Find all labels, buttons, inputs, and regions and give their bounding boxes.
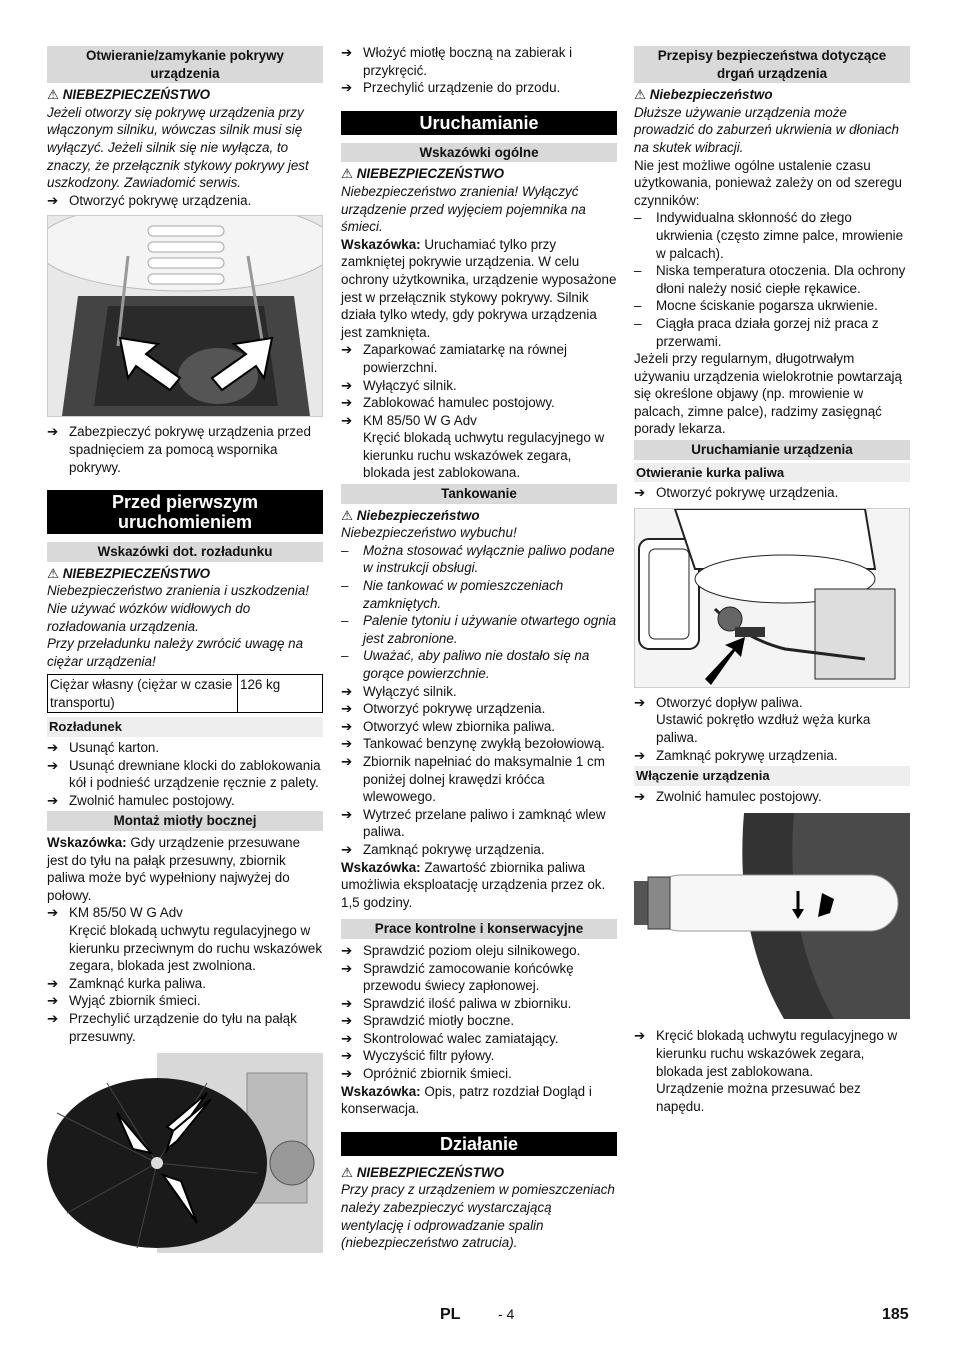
chapter-title-startup: Uruchamianie	[341, 111, 617, 135]
note: Wskazówka: Uruchamiać tylko przy zamkniętej pokrywie urządzenia. W celu ochrony użytkownika, urządzenie wyposażone jest w przełącznik stykowy pokrywy. Silnik działa tylko wtedy, gdy pokrywa urządzenia jest zamknięta.	[341, 236, 617, 340]
weight-value: 126 kg	[238, 675, 323, 713]
section-title-lid: Otwieranie/zamykanie pokrywy urządzenia	[47, 46, 323, 83]
step: ➔ Sprawdzić miotły boczne.	[341, 1012, 617, 1030]
danger-item: – Uważać, aby paliwo nie dostało się na gorące powierzchnie.	[341, 647, 617, 682]
step: ➔ Wyłączyć silnik.	[341, 377, 617, 395]
figure-side-broom	[47, 1053, 323, 1253]
section-title-maintenance: Prace kontrolne i konserwacyjne	[341, 919, 617, 939]
step: ➔ Zaparkować zamiatarkę na równej powierzchni.	[341, 341, 617, 376]
factor-item: – Niska temperatura otoczenia. Dla ochrony dłoni należy nosić ciepłe rękawice.	[634, 262, 910, 297]
step: ➔ Otworzyć pokrywę urządzenia.	[47, 192, 323, 210]
step: ➔ KM 85/50 W G Adv	[341, 412, 617, 430]
danger-label: ⚠ Niebezpieczeństwo	[634, 87, 773, 103]
step: ➔ Kręcić blokadą uchwytu regulacyjnego w kierunku ruchu wskazówek zegara, blokada jest zablokowana.	[634, 1027, 910, 1080]
note: Wskazówka: Gdy urządzenie przesuwane jest do tyłu na pałąk przesuwny, zbiornik paliwa może być wypełniony najwyżej do połowy.	[47, 835, 301, 903]
step: ➔ Zablokować hamulec postojowy.	[341, 394, 617, 412]
danger-text: Dłuższe używanie urządzenia może prowadzić do zaburzeń ukrwienia w dłoniach na skutek wibracji.	[634, 104, 899, 155]
section-title-general-notes: Wskazówki ogólne	[341, 143, 617, 163]
step: ➔ Wytrzeć przelane paliwo i zamknąć wlew paliwa.	[341, 806, 617, 841]
note: Wskazówka: Zawartość zbiornika paliwa umożliwia eksploatację urządzenia przez ok. 1,5 godziny.	[341, 859, 606, 910]
footer-local-page: - 4	[498, 1306, 515, 1322]
step-detail: Kręcić blokadą uchwytu regulacyjnego w kierunku ruchu wskazówek zegara, blokada jest zablokowana.	[363, 430, 605, 481]
step: ➔ Sprawdzić poziom oleju silnikowego.	[341, 942, 617, 960]
step: ➔ Zabezpieczyć pokrywę urządzenia przed spadnięciem za pomocą wspornika pokrywy.	[47, 423, 323, 476]
step: ➔ Wyczyścić filtr pyłowy.	[341, 1047, 617, 1065]
figure-open-lid	[47, 215, 323, 417]
step: ➔ Opróżnić zbiornik śmieci.	[341, 1065, 617, 1083]
danger-text: Przy pracy z urządzeniem w pomieszczeniach należy zabezpieczyć wystarczającą wentylację i odprowadzanie spalin (niebezpieczeństwo zatrucia).	[341, 1182, 615, 1251]
step: ➔ Wyłączyć silnik.	[341, 683, 617, 701]
step-detail: Kręcić blokadą uchwytu regulacyjnego w kierunku przeciwnym do ruchu wskazówek zegara, blokada jest zwolniona.	[69, 923, 323, 974]
step: ➔ Zamknąć pokrywę urządzenia.	[341, 841, 617, 859]
step: ➔ Przechylić urządzenie do tyłu na pałąk przesuwny.	[47, 1010, 323, 1045]
figure-fuel-tap	[634, 508, 910, 688]
paragraph: Nie jest możliwe ogólne ustalenie czasu użytkowania, ponieważ zależy on od szeregu czynników:	[634, 157, 902, 208]
footer-lang: PL	[440, 1306, 461, 1323]
note: Wskazówka: Opis, patrz rozdział Dogląd i konserwacja.	[341, 1083, 592, 1117]
chapter-title-before-first-use: Przed pierwszym uruchomieniem	[47, 490, 323, 534]
step: ➔ Sprawdzić zamocowanie końcówkę przewodu świecy zapłonowej.	[341, 960, 617, 995]
step: ➔ Usunąć karton.	[47, 739, 323, 757]
section-title-vibration: Przepisy bezpieczeństwa dotyczące drgań urządzenia	[634, 46, 910, 83]
step: ➔ Otworzyć dopływ paliwa.	[634, 694, 910, 712]
danger-label: ⚠ NIEBEZPIECZEŃSTWO	[341, 1164, 505, 1180]
danger-text: Niebezpieczeństwo zranienia i uszkodzenia! Nie używać wózków widłowych do rozładowania urządzenia.	[47, 583, 310, 634]
step: ➔ Zamknąć pokrywę urządzenia.	[634, 747, 910, 765]
subsection-title-fuel-tap: Otwieranie kurka paliwa	[634, 463, 910, 483]
column-1	[47, 44, 323, 1253]
weight-label: Ciężar własny (ciężar w czasie transportu)	[48, 675, 238, 713]
column-3	[634, 44, 910, 1115]
factor-item: – Mocne ściskanie pogarsza ukrwienie.	[634, 297, 910, 315]
subsection-title-switch-on: Włączenie urządzenia	[634, 766, 910, 786]
footer-page-number: 185	[882, 1306, 909, 1323]
chapter-title-operation: Działanie	[341, 1132, 617, 1156]
step: ➔ Sprawdzić ilość paliwa w zbiorniku.	[341, 995, 617, 1013]
danger-text: Przy przeładunku należy zwrócić uwagę na ciężar urządzenia!	[47, 636, 304, 669]
step: ➔ Zwolnić hamulec postojowy.	[47, 792, 323, 810]
section-title-side-broom: Montaż miotły bocznej	[47, 811, 323, 831]
figure-handle-lock	[634, 813, 910, 1019]
danger-item: – Nie tankować w pomieszczeniach zamkniętych.	[341, 577, 617, 612]
section-title-start-device: Uruchamianie urządzenia	[634, 440, 910, 460]
step: ➔ Otworzyć wlew zbiornika paliwa.	[341, 718, 617, 736]
danger-text: Niebezpieczeństwo zranienia! Wyłączyć urządzenie przed wyjęciem pojemnika na śmieci.	[341, 183, 586, 235]
step: ➔ Zwolnić hamulec postojowy.	[634, 788, 910, 806]
danger-label: ⚠ NIEBEZPIECZEŃSTWO	[47, 87, 211, 103]
factor-item: – Indywidualna skłonność do złego ukrwienia (często zimne palce, mrowienie w palcach).	[634, 209, 910, 262]
step: ➔ Zamknąć kurka paliwa.	[47, 975, 323, 993]
step: ➔ Otworzyć pokrywę urządzenia.	[341, 700, 617, 718]
danger-text: Jeżeli otworzy się pokrywę urządzenia przy włączonym silniku, wówczas silnik musi się wyłączyć. Jeżeli silnik się nie wyłącza, to znaczy, że przełącznik stykowy pokrywy jest uszkodzony. Zawiadomić serwis.	[47, 104, 309, 191]
step: ➔ Zbiornik napełniać do maksymalnie 1 cm poniżej dolnej krawędzi króćca wlewowego.	[341, 753, 617, 806]
step: ➔ Skontrolować walec zamiatający.	[341, 1030, 617, 1048]
step: ➔ Przechylić urządzenie do przodu.	[341, 79, 617, 97]
step: ➔ Tankować benzynę zwykłą bezołowiową.	[341, 735, 617, 753]
column-2	[341, 44, 617, 1252]
danger-item: – Można stosować wyłącznie paliwo podane w instrukcji obsługi.	[341, 542, 617, 577]
section-title-refuelling: Tankowanie	[341, 484, 617, 504]
step-detail: Urządzenie można przesuwać bez napędu.	[656, 1081, 861, 1114]
paragraph: Jeżeli przy regularnym, długotrwałym używaniu urządzenia wielokrotnie powtarzają się określone objawy (np. mrowienie w palcach, zimne palce), radzimy zasięgnąć porady lekarza.	[634, 351, 902, 437]
section-title-unloading-notes: Wskazówki dot. rozładunku	[47, 542, 323, 562]
subsection-title-unloading: Rozładunek	[47, 717, 323, 737]
danger-text: Niebezpieczeństwo wybuchu!	[341, 525, 517, 541]
danger-label: ⚠ Niebezpieczeństwo	[341, 507, 480, 523]
step: ➔ Usunąć drewniane klocki do zablokowania kół i podnieść urządzenie ręcznie z palety.	[47, 757, 323, 792]
danger-label: ⚠ NIEBEZPIECZEŃSTWO	[341, 166, 505, 182]
weight-table	[47, 674, 323, 713]
step: ➔ Otworzyć pokrywę urządzenia.	[634, 484, 910, 502]
step: ➔ Włożyć miotłę boczną na zabierak i przykręcić.	[341, 44, 617, 79]
step-detail: Ustawić pokrętło wzdłuż węża kurka paliwa.	[656, 712, 871, 746]
danger-item: – Palenie tytoniu i używanie otwartego ognia jest zabronione.	[341, 612, 617, 647]
factor-item: – Ciągła praca działa gorzej niż praca z przerwami.	[634, 315, 910, 350]
step: ➔ KM 85/50 W G Adv	[47, 904, 323, 922]
danger-label: ⚠ NIEBEZPIECZEŃSTWO	[47, 565, 211, 581]
step: ➔ Wyjąć zbiornik śmieci.	[47, 992, 323, 1010]
